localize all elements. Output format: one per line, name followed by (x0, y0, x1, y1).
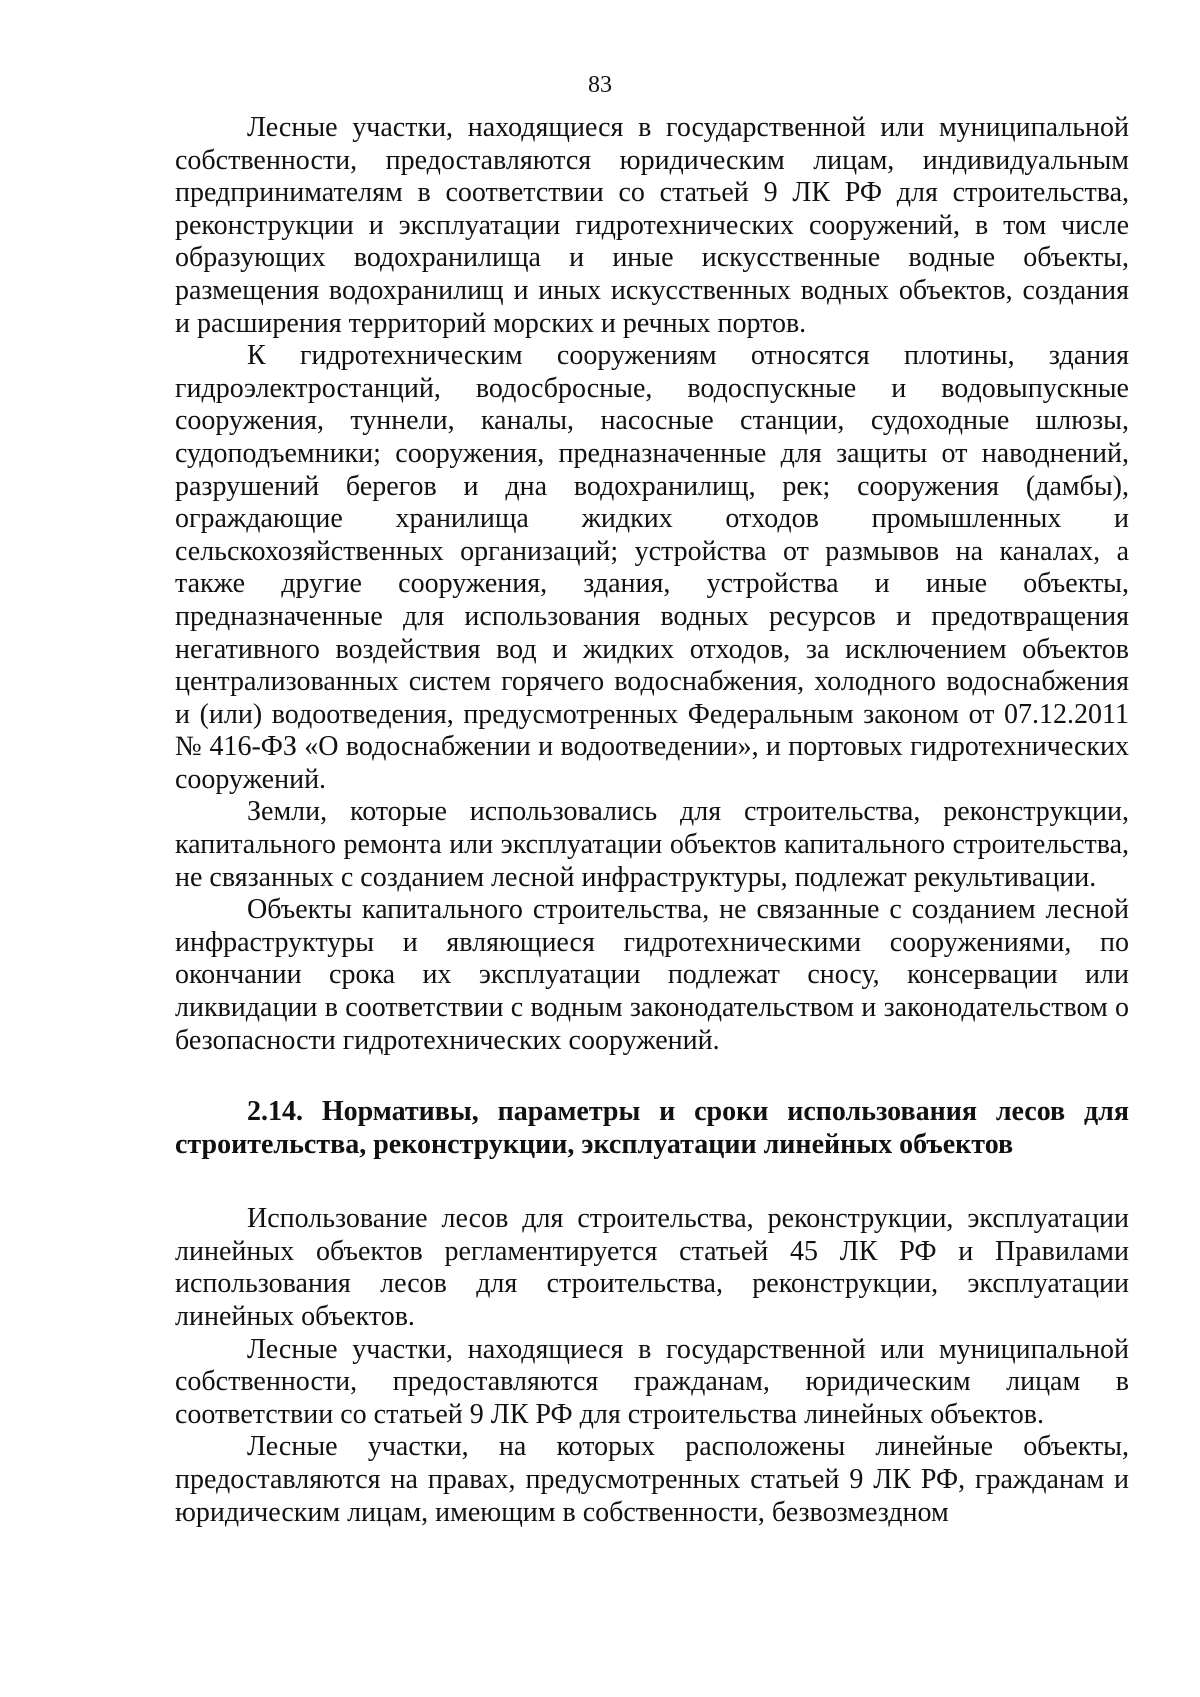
paragraph-land-reclamation: Земли, которые использовались для строительства, реконструкции, капитального ремонта или эксплуатации объектов капитального строительства, не связанных с созданием лесной инфраструктуры, подлежат рекультивации. (175, 796, 1129, 893)
paragraph-forest-plots-hydro: Лесные участки, находящиеся в государственной или муниципальной собственности, предоставляются юридическим лицам, индивидуальным предпринимателям в соответствии со статьей 9 ЛК РФ для строительства, реконструкции и эксплуатации гидротехнических сооружений, в том числе образующих водохранилища и иные искусственные водные объекты, размещения водохранилищ и иных искусственных водных объектов, создания и расширения территорий морских и речных портов. (175, 112, 1129, 339)
paragraph-linear-objects-provision: Лесные участки, находящиеся в государственной или муниципальной собственности, предоставляются гражданам, юридическим лицам в соответствии со статьей 9 ЛК РФ для строительства линейных объектов. (175, 1333, 1129, 1430)
paragraph-capital-objects-liquidation: Объекты капитального строительства, не связанные с созданием лесной инфраструктуры и являющиеся гидротехническими сооружениями, по окончании срока их эксплуатации подлежат сносу, консервации или ликвидации в соответствии с водным законодательством и законодательством о безопасности гидротехнических сооружений. (175, 894, 1129, 1056)
paragraph-linear-objects-rights: Лесные участки, на которых расположены линейные объекты, предоставляются на правах, предусмотренных статьей 9 ЛК РФ, гражданам и юридическим лицам, имеющим в собственности, безвозмездном (175, 1431, 1129, 1528)
page-number: 83 (588, 72, 612, 98)
paragraph-linear-objects-regulation: Использование лесов для строительства, реконструкции, эксплуатации линейных объектов регламентируется статьей 45 ЛК РФ и Правилами использования лесов для строительства, реконструкции, эксплуатации линейных объектов. (175, 1203, 1129, 1332)
paragraph-hydro-structures-definition: К гидротехническим сооружениям относятся плотины, здания гидроэлектростанций, водосбросные, водоспускные и водовыпускные сооружения, туннели, каналы, насосные станции, судоходные шлюзы, судоподъемники; сооружения, предназначенные для защиты от наводнений, разрушений берегов и дна водохранилищ, рек; сооружения (дамбы), ограждающие хранилища жидких отходов промышленных и сельскохозяйственных организаций; устройства от размывов на каналах, а также другие сооружения, здания, устройства и иные объекты, предназначенные для использования водных ресурсов и предотвращения негативного воздействия вод и жидких отходов, за исключением объектов централизованных систем горячего водоснабжения, холодного водоснабжения и (или) водоотведения, предусмотренных Федеральным законом от 07.12.2011 № 416-ФЗ «О водоснабжении и водоотведении», и портовых гидротехнических сооружений. (175, 340, 1129, 795)
section-heading-2-14: 2.14. Нормативы, параметры и сроки использования лесов для строительства, реконструкции, эксплуатации линейных объектов (175, 1096, 1129, 1161)
document-body (175, 112, 1129, 1529)
